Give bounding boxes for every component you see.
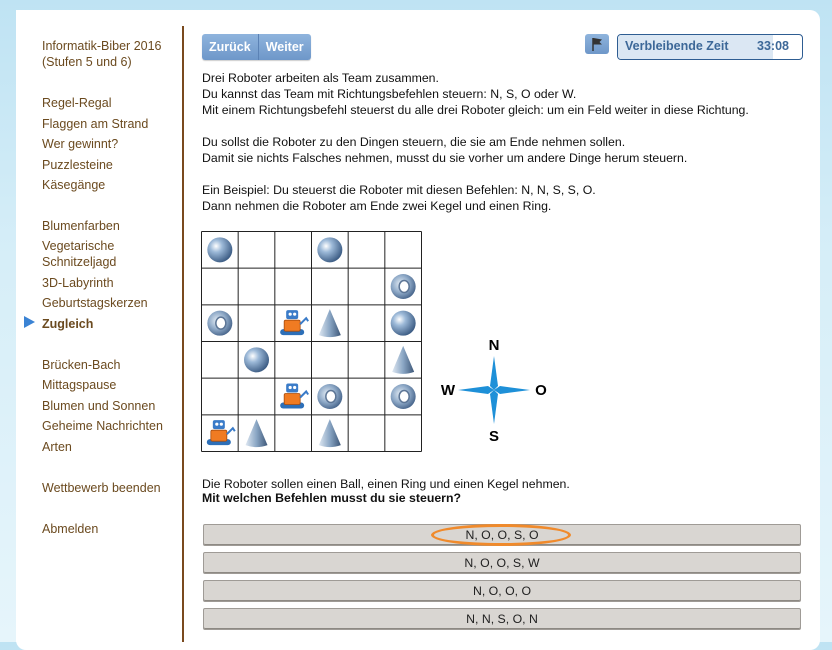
- active-item-arrow-icon: [24, 316, 35, 328]
- sidebar-item-mittagspause[interactable]: Mittagspause: [42, 378, 117, 392]
- flag-icon: [585, 34, 609, 54]
- timer-label: Verbleibende Zeit: [625, 39, 729, 53]
- question-prompt: Mit welchen Befehlen musst du sie steuern?: [202, 491, 461, 505]
- task-paragraph: Damit sie nichts Falsches nehmen, musst du sie vorher um andere Dinge herum steuern.: [202, 151, 688, 165]
- sidebar-item-vegetarische[interactable]: Vegetarische: [42, 239, 115, 253]
- flag-button[interactable]: [585, 34, 609, 54]
- answer-option-4[interactable]: N, N, S, O, N: [203, 608, 801, 630]
- compass-s: S: [488, 428, 500, 445]
- task-paragraph: Du kannst das Team mit Richtungsbefehlen steuern: N, S, O oder W.: [202, 87, 577, 101]
- timer: [617, 34, 803, 60]
- question-text: Die Roboter sollen einen Ball, einen Ring und einen Kegel nehmen.: [202, 477, 570, 491]
- ball-icon: [391, 311, 416, 336]
- sidebar-item-regel-regal[interactable]: Regel-Regal: [42, 96, 112, 110]
- timer-value: 33:08: [757, 39, 789, 53]
- ring-icon: [391, 384, 416, 409]
- game-board: [201, 231, 423, 453]
- sidebar-item-geheime-nachrichten[interactable]: Geheime Nachrichten: [42, 419, 163, 433]
- cone-icon: [319, 419, 341, 447]
- ball-icon: [317, 237, 342, 262]
- selection-highlight: [431, 524, 571, 546]
- sidebar-item-blumenfarben[interactable]: Blumenfarben: [42, 219, 120, 233]
- sidebar-item-kaesegaenge[interactable]: Käsegänge: [42, 178, 106, 192]
- cone-icon: [246, 419, 268, 447]
- next-button[interactable]: Weiter: [258, 34, 311, 60]
- robot-icon: [207, 420, 235, 445]
- sidebar-title[interactable]: Informatik-Biber 2016: [42, 39, 162, 53]
- ball-icon: [244, 347, 269, 372]
- task-paragraph: Ein Beispiel: Du steuerst die Roboter mit diesen Befehlen: N, N, S, S, O.: [202, 183, 596, 197]
- sidebar-item-puzzlesteine[interactable]: Puzzlesteine: [42, 158, 113, 172]
- logout-link[interactable]: Abmelden: [42, 522, 99, 536]
- sidebar-item-schnitzeljagd[interactable]: Schnitzeljagd: [42, 255, 117, 269]
- task-paragraph: Du sollst die Roboter zu den Dingen steuern, die sie am Ende nehmen sollen.: [202, 135, 626, 149]
- sidebar-item-bruecken-bach[interactable]: Brücken-Bach: [42, 358, 121, 372]
- answer-option-3[interactable]: N, O, O, O: [203, 580, 801, 602]
- cone-icon: [392, 346, 414, 374]
- sidebar-item-3d-labyrinth[interactable]: 3D-Labyrinth: [42, 276, 114, 290]
- ring-icon: [207, 311, 232, 336]
- answer-option-1[interactable]: N, O, O, S, O: [203, 524, 801, 546]
- ring-icon: [391, 274, 416, 299]
- sidebar-subtitle[interactable]: (Stufen 5 und 6): [42, 55, 132, 69]
- robot-icon: [280, 310, 308, 335]
- compass-n: N: [488, 337, 500, 354]
- robot-icon: [280, 384, 308, 409]
- sidebar-item-blumen-sonnen[interactable]: Blumen und Sonnen: [42, 399, 156, 413]
- task-paragraph: Mit einem Richtungsbefehl steuerst du alle drei Roboter gleich: um ein Feld weiter in diese Richtung.: [202, 103, 749, 117]
- task-paragraph: Drei Roboter arbeiten als Team zusammen.: [202, 71, 439, 85]
- end-competition-link[interactable]: Wettbewerb beenden: [42, 481, 161, 495]
- ring-icon: [317, 384, 342, 409]
- task-paragraph: Dann nehmen die Roboter am Ende zwei Kegel und einen Ring.: [202, 199, 552, 213]
- sidebar-item-zugleich[interactable]: Zugleich: [42, 317, 94, 331]
- compass-o: O: [535, 382, 547, 399]
- task-description: [202, 70, 802, 214]
- compass-icon: [436, 334, 550, 446]
- compass-w: W: [440, 382, 456, 399]
- sidebar-divider: [182, 26, 184, 642]
- back-button[interactable]: Zurück: [202, 34, 258, 60]
- sidebar-item-arten[interactable]: Arten: [42, 440, 72, 454]
- answer-option-2[interactable]: N, O, O, S, W: [203, 552, 801, 574]
- ball-icon: [207, 237, 232, 262]
- sidebar-item-geburtstagskerzen[interactable]: Geburtstagskerzen: [42, 296, 148, 310]
- sidebar-item-wer-gewinnt[interactable]: Wer gewinnt?: [42, 137, 119, 151]
- sidebar-item-flaggen[interactable]: Flaggen am Strand: [42, 117, 149, 131]
- nav-buttons: [202, 34, 311, 60]
- cone-icon: [319, 309, 341, 337]
